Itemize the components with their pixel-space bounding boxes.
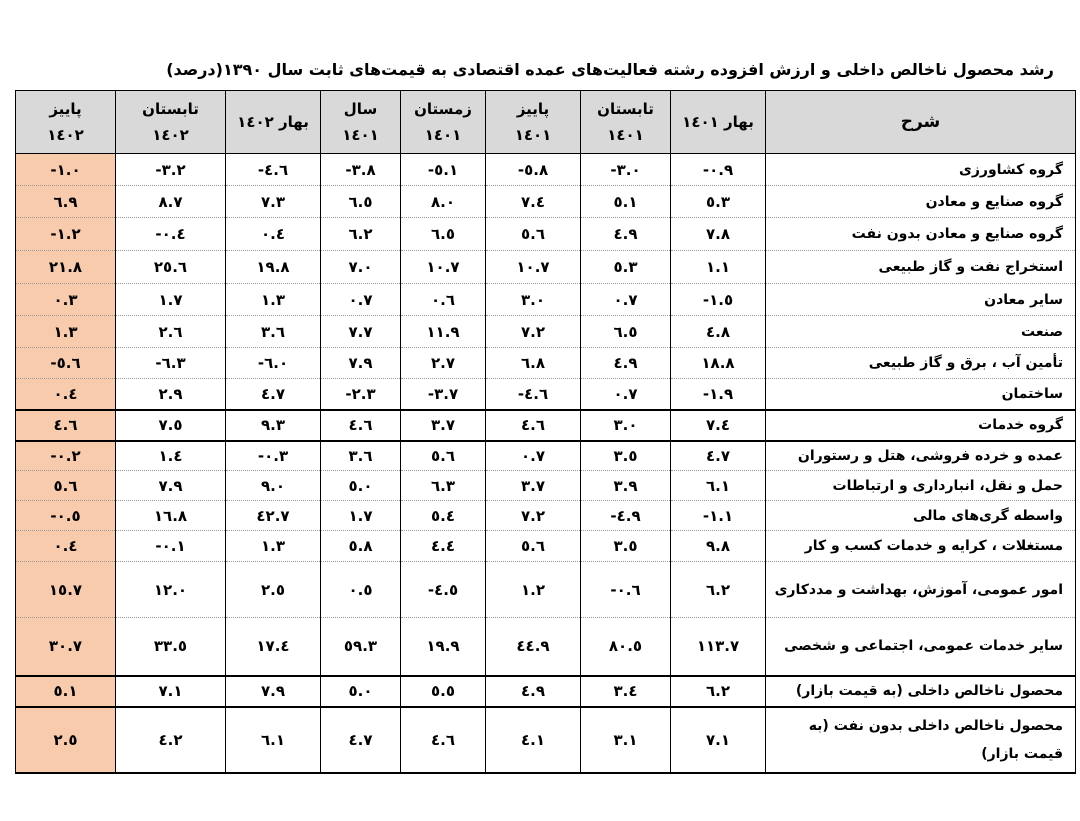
value-cell: ٢.٥ bbox=[16, 707, 116, 773]
value-cell: ١٩.٩ bbox=[401, 618, 486, 676]
row-label: گروه کشاورزی bbox=[766, 154, 1076, 186]
header-line: سال bbox=[343, 100, 378, 118]
value-cell: ٢١.٨ bbox=[16, 251, 116, 284]
row-label: تأمین آب ، برق و گاز طبیعی bbox=[766, 348, 1076, 379]
value-cell: -٠.٦ bbox=[581, 562, 671, 618]
value-cell: ١.١ bbox=[671, 251, 766, 284]
table-row bbox=[16, 531, 1076, 562]
value-cell: ١٠.٧ bbox=[401, 251, 486, 284]
value-cell: ٤.٦ bbox=[486, 410, 581, 441]
value-cell: ٥.٠ bbox=[321, 471, 401, 501]
value-cell: ٤.٦ bbox=[321, 410, 401, 441]
value-cell: ٣.٤ bbox=[581, 676, 671, 707]
value-cell: ٢٥.٦ bbox=[116, 251, 226, 284]
value-cell: ١.٤ bbox=[116, 441, 226, 471]
table-row bbox=[16, 707, 1076, 773]
row-label: استخراج نفت و گاز طبیعی bbox=[766, 251, 1076, 284]
value-cell: -٠.٥ bbox=[16, 501, 116, 531]
value-cell: -٠.٣ bbox=[226, 441, 321, 471]
row-label: محصول ناخالص داخلی بدون نفت (به قیمت بازار) bbox=[766, 707, 1076, 773]
column-header bbox=[226, 91, 321, 154]
value-cell: ٤.٨ bbox=[671, 316, 766, 348]
value-cell: ٧.٩ bbox=[116, 471, 226, 501]
value-cell: ٧.٧ bbox=[321, 316, 401, 348]
value-cell: ٣.٦ bbox=[321, 441, 401, 471]
value-cell: -٣.٢ bbox=[116, 154, 226, 186]
value-cell: ١.٢ bbox=[486, 562, 581, 618]
table-title: رشد محصول ناخالص داخلی و ارزش افزوده رشته فعالیت‌های عمده اقتصادی به قیمت‌های ثابت سال ١٣٩٠(درصد) bbox=[166, 60, 1054, 79]
header-line: پاییز bbox=[49, 100, 82, 118]
value-cell: ٦.٢ bbox=[321, 218, 401, 251]
value-cell: ٤٢.٧ bbox=[226, 501, 321, 531]
value-cell: -٣.٧ bbox=[401, 379, 486, 410]
value-cell: ٤.٢ bbox=[116, 707, 226, 773]
column-header bbox=[486, 91, 581, 154]
value-cell: ٠.٦ bbox=[401, 284, 486, 316]
value-cell: ٦.٥ bbox=[581, 316, 671, 348]
value-cell: ٨.٠ bbox=[401, 186, 486, 218]
value-cell: ٨٠.٥ bbox=[581, 618, 671, 676]
value-cell: ٦.٢ bbox=[671, 676, 766, 707]
value-cell: ٤.٤ bbox=[401, 531, 486, 562]
value-cell: ٤.٩ bbox=[486, 676, 581, 707]
value-cell: ٩.٠ bbox=[226, 471, 321, 501]
value-cell: ٧.٩ bbox=[226, 676, 321, 707]
row-label: مستغلات ، کرایه و خدمات کسب و کار bbox=[766, 531, 1076, 562]
value-cell: ٤.٧ bbox=[671, 441, 766, 471]
value-cell: ٤٤.٩ bbox=[486, 618, 581, 676]
value-cell: ٤.٦ bbox=[16, 410, 116, 441]
column-header bbox=[401, 91, 486, 154]
value-cell: ٥.٦ bbox=[401, 441, 486, 471]
value-cell: ٥.٤ bbox=[401, 501, 486, 531]
value-cell: ٧.٥ bbox=[116, 410, 226, 441]
table-row bbox=[16, 348, 1076, 379]
header-line: ١٤٠١ bbox=[342, 126, 379, 144]
header-line: بهار ١٤٠١ bbox=[682, 113, 754, 131]
value-cell: -١.١ bbox=[671, 501, 766, 531]
value-cell: ٣.٠ bbox=[486, 284, 581, 316]
table-row bbox=[16, 251, 1076, 284]
value-cell: ٤.١ bbox=[486, 707, 581, 773]
value-cell: ١١.٩ bbox=[401, 316, 486, 348]
value-cell: ٣.٧ bbox=[401, 410, 486, 441]
value-cell: -٥.١ bbox=[401, 154, 486, 186]
table-row bbox=[16, 618, 1076, 676]
value-cell: ٣.٩ bbox=[581, 471, 671, 501]
row-label: صنعت bbox=[766, 316, 1076, 348]
column-header bbox=[671, 91, 766, 154]
value-cell: -١.٢ bbox=[16, 218, 116, 251]
value-cell: ١.٧ bbox=[116, 284, 226, 316]
value-cell: ٢.٧ bbox=[401, 348, 486, 379]
value-cell: ٧.٤ bbox=[671, 410, 766, 441]
value-cell: -٥.٦ bbox=[16, 348, 116, 379]
column-header bbox=[116, 91, 226, 154]
value-cell: ٠.٧ bbox=[486, 441, 581, 471]
value-cell: ٥.٦ bbox=[16, 471, 116, 501]
value-cell: ٦.١ bbox=[226, 707, 321, 773]
value-cell: ٥.٣ bbox=[581, 251, 671, 284]
value-cell: ١.٧ bbox=[321, 501, 401, 531]
value-cell: ٦.٥ bbox=[321, 186, 401, 218]
value-cell: ٩.٣ bbox=[226, 410, 321, 441]
growth-table bbox=[15, 90, 1076, 774]
value-cell: ٧.٤ bbox=[486, 186, 581, 218]
value-cell: ٢.٥ bbox=[226, 562, 321, 618]
value-cell: ١٩.٨ bbox=[226, 251, 321, 284]
table-row bbox=[16, 186, 1076, 218]
value-cell: ٠.٤ bbox=[226, 218, 321, 251]
header-line: زمستان bbox=[414, 100, 472, 118]
value-cell: -٣.٨ bbox=[321, 154, 401, 186]
value-cell: ٦.٣ bbox=[401, 471, 486, 501]
value-cell: ٦.٨ bbox=[486, 348, 581, 379]
value-cell: -٦.٣ bbox=[116, 348, 226, 379]
value-cell: ١٦.٨ bbox=[116, 501, 226, 531]
value-cell: ٨.٧ bbox=[116, 186, 226, 218]
value-cell: -٠.٤ bbox=[116, 218, 226, 251]
value-cell: ٠.٤ bbox=[16, 531, 116, 562]
value-cell: ٦.١ bbox=[671, 471, 766, 501]
value-cell: -٠.٢ bbox=[16, 441, 116, 471]
value-cell: -٦.٠ bbox=[226, 348, 321, 379]
value-cell: ٠.٥ bbox=[321, 562, 401, 618]
row-label: محصول ناخالص داخلی (به قیمت بازار) bbox=[766, 676, 1076, 707]
value-cell: ٧.٢ bbox=[486, 316, 581, 348]
value-cell: ٧.١ bbox=[116, 676, 226, 707]
column-header bbox=[321, 91, 401, 154]
table-row bbox=[16, 501, 1076, 531]
value-cell: ١٢.٠ bbox=[116, 562, 226, 618]
table-row bbox=[16, 218, 1076, 251]
value-cell: ٦.٢ bbox=[671, 562, 766, 618]
value-cell: ٠.٤ bbox=[16, 379, 116, 410]
value-cell: ١٠.٧ bbox=[486, 251, 581, 284]
table-row bbox=[16, 284, 1076, 316]
table-row bbox=[16, 441, 1076, 471]
value-cell: ٥.٥ bbox=[401, 676, 486, 707]
value-cell: ٥.١ bbox=[581, 186, 671, 218]
row-label: سایر معادن bbox=[766, 284, 1076, 316]
value-cell: ٩.٨ bbox=[671, 531, 766, 562]
value-cell: -٤.٦ bbox=[486, 379, 581, 410]
value-cell: -٤.٦ bbox=[226, 154, 321, 186]
value-cell: ٠.٧ bbox=[581, 284, 671, 316]
row-label: عمده و خرده فروشی، هتل و رستوران bbox=[766, 441, 1076, 471]
value-cell: ٣.٦ bbox=[226, 316, 321, 348]
row-label: سایر خدمات عمومی، اجتماعی و شخصی bbox=[766, 618, 1076, 676]
value-cell: ٥٩.٣ bbox=[321, 618, 401, 676]
table-row bbox=[16, 676, 1076, 707]
row-label: واسطه گری‌های مالی bbox=[766, 501, 1076, 531]
value-cell: -٥.٨ bbox=[486, 154, 581, 186]
value-cell: ٣.٠ bbox=[581, 410, 671, 441]
row-label: گروه خدمات bbox=[766, 410, 1076, 441]
value-cell: ٧.٠ bbox=[321, 251, 401, 284]
column-header-description bbox=[766, 91, 1076, 154]
column-header bbox=[16, 91, 116, 154]
value-cell: ٤.٧ bbox=[321, 707, 401, 773]
value-cell: ١٥.٧ bbox=[16, 562, 116, 618]
value-cell: ٢.٦ bbox=[116, 316, 226, 348]
header-line: پاییز bbox=[516, 100, 550, 118]
header-line: تابستان bbox=[597, 100, 654, 118]
value-cell: ١.٣ bbox=[16, 316, 116, 348]
value-cell: ٣.١ bbox=[581, 707, 671, 773]
value-cell: ٣.٥ bbox=[581, 441, 671, 471]
value-cell: ٤.٧ bbox=[226, 379, 321, 410]
table-row bbox=[16, 410, 1076, 441]
value-cell: -٢.٣ bbox=[321, 379, 401, 410]
value-cell: ٠.٣ bbox=[16, 284, 116, 316]
value-cell: ٥.١ bbox=[16, 676, 116, 707]
value-cell: ٤.٩ bbox=[581, 348, 671, 379]
value-cell: ٥.٦ bbox=[486, 218, 581, 251]
value-cell: ٥.٨ bbox=[321, 531, 401, 562]
row-label: ساختمان bbox=[766, 379, 1076, 410]
header-line: بهار ١٤٠٢ bbox=[237, 113, 309, 131]
table-row bbox=[16, 154, 1076, 186]
header-line: ١٤٠١ bbox=[514, 126, 552, 144]
value-cell: -١.٥ bbox=[671, 284, 766, 316]
value-cell: ١.٣ bbox=[226, 531, 321, 562]
header-line: شرح bbox=[900, 112, 941, 132]
value-cell: ٧.٩ bbox=[321, 348, 401, 379]
value-cell: ٢.٩ bbox=[116, 379, 226, 410]
value-cell: -٠.١ bbox=[116, 531, 226, 562]
value-cell: ١٨.٨ bbox=[671, 348, 766, 379]
value-cell: ٤.٩ bbox=[581, 218, 671, 251]
value-cell: ٧.١ bbox=[671, 707, 766, 773]
header-row bbox=[16, 91, 1076, 154]
value-cell: ٠.٧ bbox=[321, 284, 401, 316]
value-cell: ١٧.٤ bbox=[226, 618, 321, 676]
value-cell: ٣٠.٧ bbox=[16, 618, 116, 676]
header-line: ١٤٠١ bbox=[424, 126, 462, 144]
value-cell: ٧.٢ bbox=[486, 501, 581, 531]
row-label: گروه صنایع و معادن bbox=[766, 186, 1076, 218]
row-label: حمل و نقل، انبارداری و ارتباطات bbox=[766, 471, 1076, 501]
value-cell: ٣٣.٥ bbox=[116, 618, 226, 676]
value-cell: ٦.٩ bbox=[16, 186, 116, 218]
value-cell: -٠.٩ bbox=[671, 154, 766, 186]
value-cell: ٥.٣ bbox=[671, 186, 766, 218]
header-line: ١٤٠٢ bbox=[152, 126, 189, 144]
row-label: گروه صنایع و معادن بدون نفت bbox=[766, 218, 1076, 251]
column-header bbox=[581, 91, 671, 154]
value-cell: -٣.٠ bbox=[581, 154, 671, 186]
value-cell: ٧.٣ bbox=[226, 186, 321, 218]
value-cell: -٤.٥ bbox=[401, 562, 486, 618]
value-cell: -١.٩ bbox=[671, 379, 766, 410]
value-cell: ٥.٠ bbox=[321, 676, 401, 707]
value-cell: ٣.٥ bbox=[581, 531, 671, 562]
value-cell: -١.٠ bbox=[16, 154, 116, 186]
table-row bbox=[16, 316, 1076, 348]
header-line: تابستان bbox=[142, 100, 199, 118]
value-cell: ١١٣.٧ bbox=[671, 618, 766, 676]
row-label: امور عمومی، آموزش، بهداشت و مددکاری bbox=[766, 562, 1076, 618]
value-cell: ٥.٦ bbox=[486, 531, 581, 562]
table-row bbox=[16, 379, 1076, 410]
table-row bbox=[16, 471, 1076, 501]
table-row bbox=[16, 562, 1076, 618]
value-cell: ١.٣ bbox=[226, 284, 321, 316]
value-cell: ٣.٧ bbox=[486, 471, 581, 501]
value-cell: ٦.٥ bbox=[401, 218, 486, 251]
value-cell: ٤.٦ bbox=[401, 707, 486, 773]
header-line: ١٤٠١ bbox=[607, 126, 644, 144]
value-cell: ٧.٨ bbox=[671, 218, 766, 251]
header-line: ١٤٠٢ bbox=[47, 126, 84, 144]
value-cell: -٤.٩ bbox=[581, 501, 671, 531]
value-cell: ٠.٧ bbox=[581, 379, 671, 410]
